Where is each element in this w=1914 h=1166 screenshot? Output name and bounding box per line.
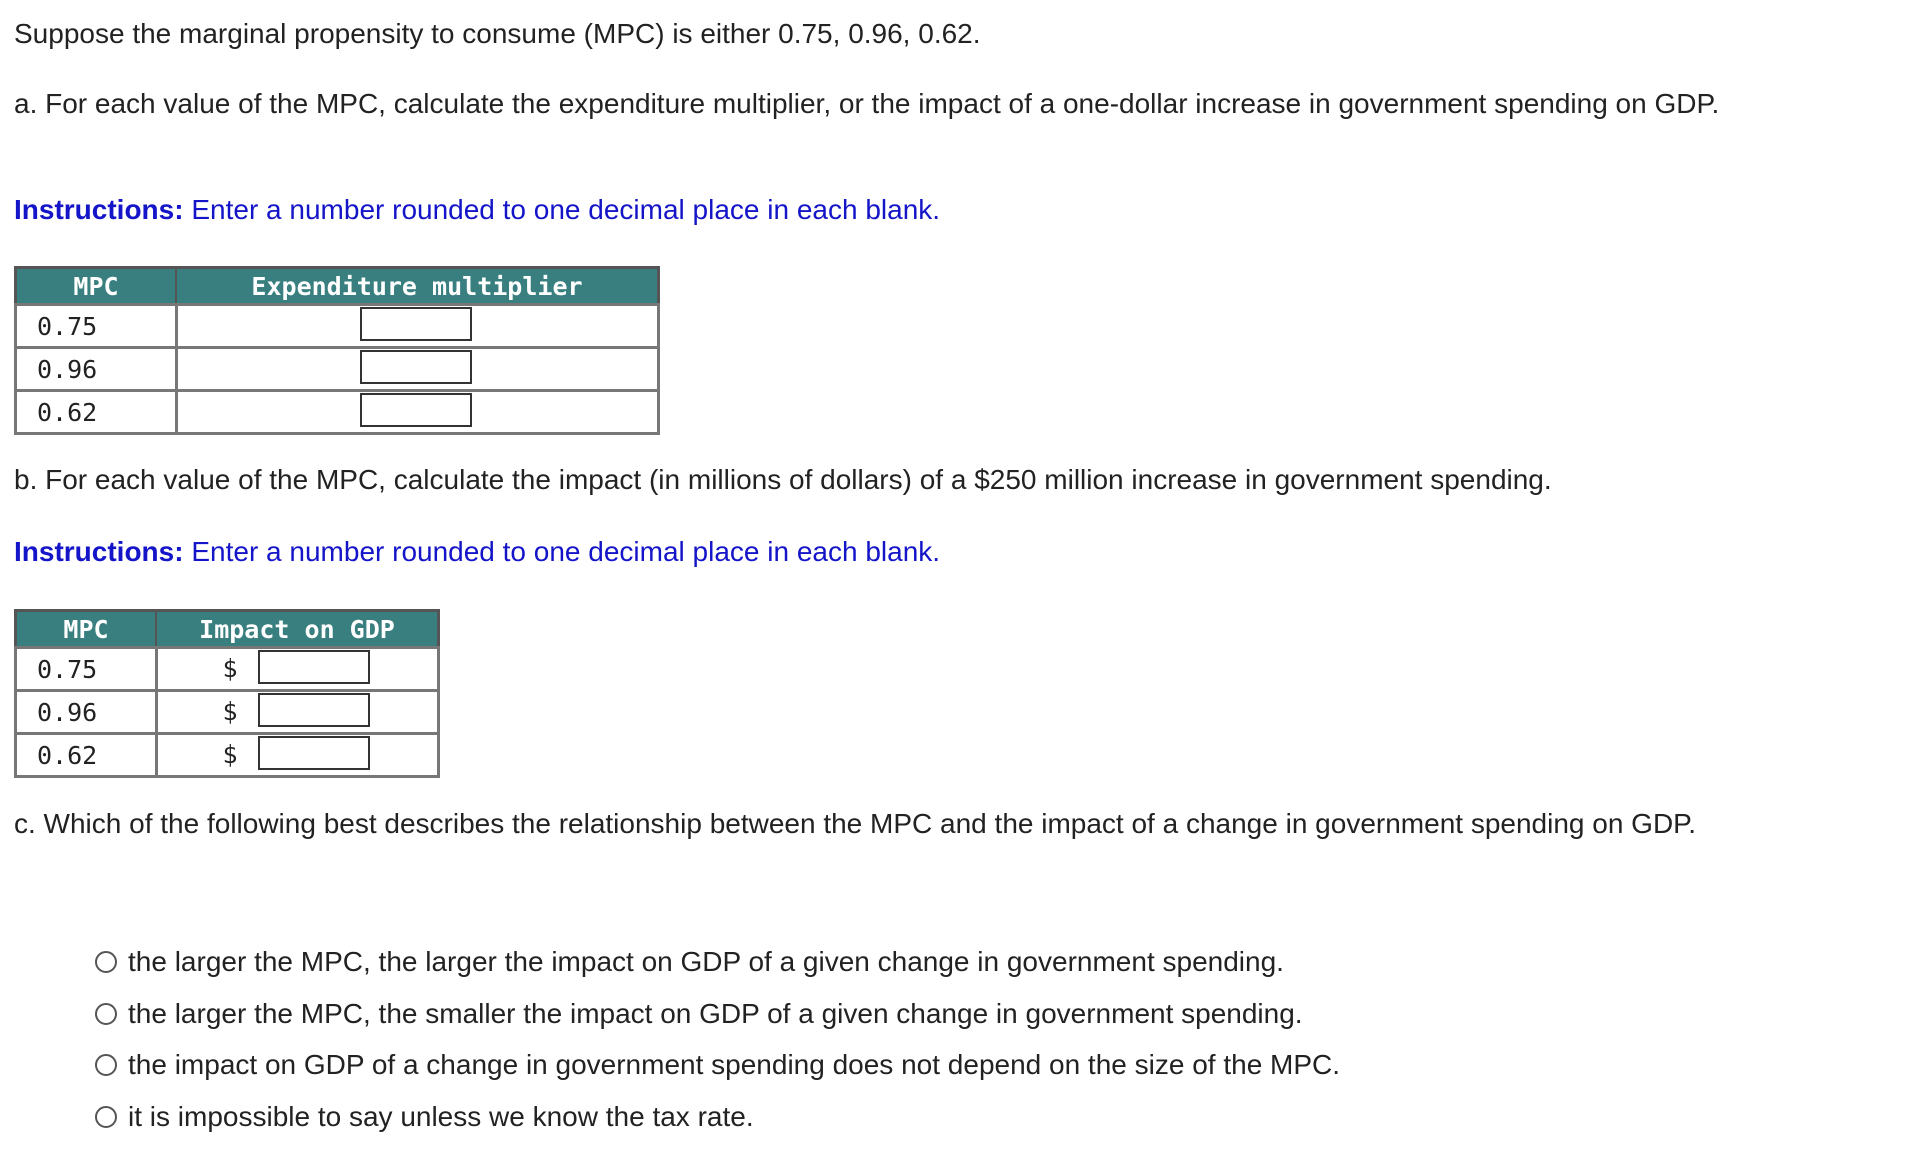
multiplier-cell bbox=[176, 305, 659, 348]
table-row bbox=[16, 348, 659, 391]
multiplier-input-2[interactable] bbox=[360, 350, 472, 384]
mpc-cell: 0.75 bbox=[16, 648, 157, 691]
instructions-label: Instructions: bbox=[14, 536, 184, 567]
part-a-instructions bbox=[14, 192, 940, 227]
mpc-cell: 0.62 bbox=[16, 734, 157, 777]
impact-cell bbox=[156, 691, 439, 734]
multiplier-table bbox=[14, 266, 660, 435]
radio-button-icon[interactable] bbox=[95, 1054, 117, 1076]
dollar-sign: $ bbox=[222, 697, 238, 726]
table-row bbox=[16, 648, 439, 691]
part-b-instructions bbox=[14, 534, 940, 569]
multiplier-input-1[interactable] bbox=[360, 307, 472, 341]
table-header-mpc: MPC bbox=[16, 268, 177, 305]
radio-button-icon[interactable] bbox=[95, 1106, 117, 1128]
impact-input-1[interactable] bbox=[258, 650, 370, 684]
table-row bbox=[16, 305, 659, 348]
option-1[interactable] bbox=[95, 945, 1284, 979]
table-row bbox=[16, 734, 439, 777]
multiplier-input-3[interactable] bbox=[360, 393, 472, 427]
option-label: the larger the MPC, the larger the impact on GDP of a given change in government spending. bbox=[128, 946, 1284, 977]
mpc-cell: 0.96 bbox=[16, 348, 177, 391]
option-label: it is impossible to say unless we know the tax rate. bbox=[128, 1101, 754, 1132]
intro-text: Suppose the marginal propensity to consume (MPC) is either 0.75, 0.96, 0.62. bbox=[14, 18, 981, 49]
instructions-label: Instructions: bbox=[14, 194, 184, 225]
mpc-cell: 0.75 bbox=[16, 305, 177, 348]
option-2[interactable] bbox=[95, 997, 1303, 1031]
radio-button-icon[interactable] bbox=[95, 1003, 117, 1025]
dollar-sign: $ bbox=[222, 654, 238, 683]
option-4[interactable] bbox=[95, 1100, 754, 1134]
instructions-text: Enter a number rounded to one decimal place in each blank. bbox=[183, 194, 941, 225]
impact-input-3[interactable] bbox=[258, 736, 370, 770]
mpc-cell: 0.96 bbox=[16, 691, 157, 734]
impact-cell bbox=[156, 734, 439, 777]
option-3[interactable] bbox=[95, 1048, 1340, 1082]
table-row bbox=[16, 691, 439, 734]
impact-table bbox=[14, 609, 440, 778]
dollar-sign: $ bbox=[222, 740, 238, 769]
impact-input-2[interactable] bbox=[258, 693, 370, 727]
option-label: the larger the MPC, the smaller the impact on GDP of a given change in government spending. bbox=[128, 998, 1303, 1029]
multiplier-cell bbox=[176, 391, 659, 434]
table-header-multiplier: Expenditure multiplier bbox=[176, 268, 659, 305]
mpc-cell: 0.62 bbox=[16, 391, 177, 434]
multiplier-cell bbox=[176, 348, 659, 391]
part-a-question: a. For each value of the MPC, calculate the expenditure multiplier, or the impact of a one-dollar increase in government spending on GDP. bbox=[14, 88, 1720, 119]
radio-button-icon[interactable] bbox=[95, 951, 117, 973]
instructions-text: Enter a number rounded to one decimal place in each blank. bbox=[183, 536, 941, 567]
table-header-impact: Impact on GDP bbox=[156, 611, 439, 648]
part-b-question: b. For each value of the MPC, calculate the impact (in millions of dollars) of a $250 million increase in government spending. bbox=[14, 464, 1552, 495]
option-label: the impact on GDP of a change in government spending does not depend on the size of the MPC. bbox=[128, 1049, 1341, 1080]
table-row bbox=[16, 391, 659, 434]
part-c-question: c. Which of the following best describes the relationship between the MPC and the impact of a change in government spending on GDP. bbox=[14, 808, 1697, 839]
table-header-mpc: MPC bbox=[16, 611, 157, 648]
impact-cell bbox=[156, 648, 439, 691]
